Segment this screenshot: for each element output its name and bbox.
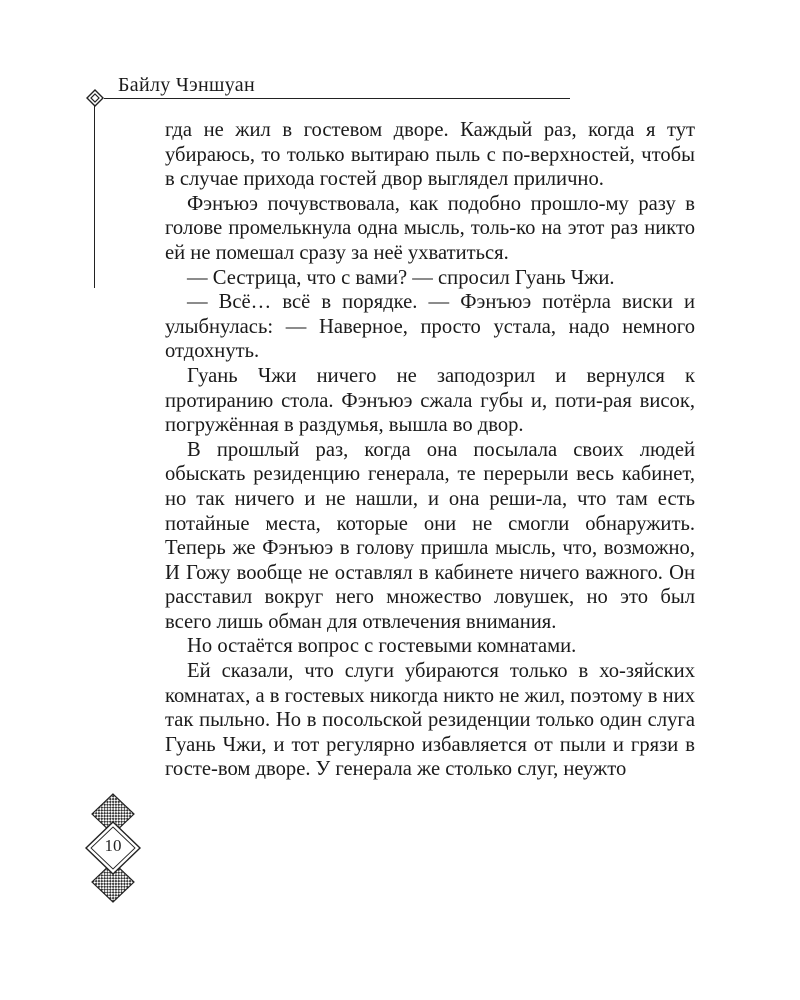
paragraph: Ей сказали, что слуги убираются только в хо-зяйских комнатах, а в гостевых никогда никто не жил, поэтому в них так пыльно. Но в посольской резиденции только один слуга Гуань Чжи, и тот регулярно избавляется от пыли и грязи в госте-вом дворе. У генерала же столько слуг, неужто (165, 660, 695, 781)
page-number: 10 (104, 836, 122, 855)
header-vertical-rule (94, 104, 95, 288)
paragraph: Гуань Чжи ничего не заподозрил и вернулся к протиранию стола. Фэнъюэ сжала губы и, поти-рая висок, погружённая в раздумья, вышла во двор. (165, 364, 695, 437)
paragraph: В прошлый раз, когда она посылала своих людей обыскать резиденцию генерала, те перерыли весь кабинет, но так ничего и не нашли, и она реши-ла, что там есть потайные места, которые они не смогли обнаружить. Теперь же Фэнъюэ в голову пришла мысль, что, возможно, И Гожу вообще не оставлял в кабинете ничего важного. Он расставил вокруг него множество ловушек, но это был всего лишь обман для отвлечения внимания. (165, 438, 695, 633)
paragraph: — Сестрица, что с вами? — спросил Гуань Чжи. (187, 266, 615, 289)
paragraph: гда не жил в гостевом дворе. Каждый раз, когда я тут убираюсь, то только вытираю пыль с по-верхностей, чтобы в случае прихода гостей двор выглядел прилично. (165, 119, 695, 191)
paragraph: Но остаётся вопрос с гостевыми комнатами. (187, 635, 577, 658)
header-diamond-ornament (86, 89, 104, 107)
paragraph: — Всё… всё в порядке. — Фэнъюэ потёрла виски и улыбнулась: — Наверное, просто устала, надо немного отдохнуть. (165, 291, 695, 363)
body-text (165, 118, 695, 782)
running-header-title: Байлу Чэншуан (118, 74, 255, 96)
header-rule (104, 98, 570, 99)
paragraph: Фэнъюэ почувствовала, как подобно прошло-му разу в голове промелькнула одна мысль, толь-ко на этот раз никто ей не помешал сразу за неё ухватиться. (165, 192, 695, 264)
